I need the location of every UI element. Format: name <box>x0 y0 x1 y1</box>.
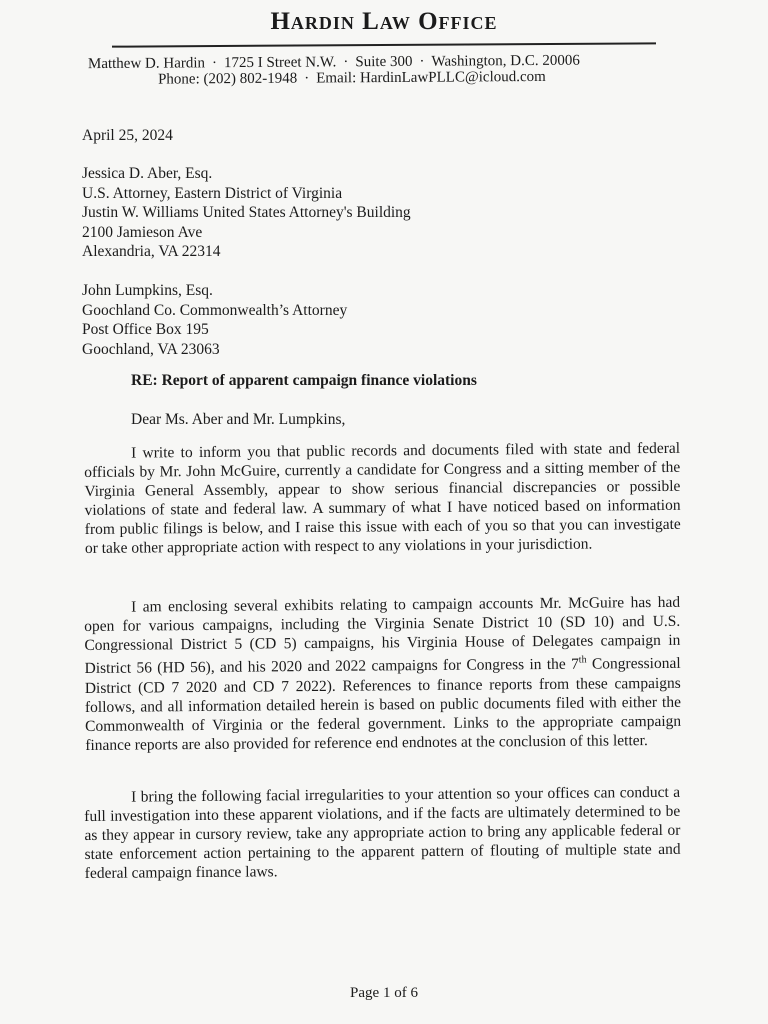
paragraph-text: I am enclosing several exhibits relating to campaign accounts Mr. McGuire has had open for various campaigns, including the Virginia Senate District 10 (SD 10) and U.S. Congressional District 5 (CD 5) campaigns, his Virginia House of Delegates campaign in District 56 (HD 56), and his 2020 and 2022 campaigns for Congress in the 7th Congressional District (CD 7 2020 and CD 7 2022). References to finance reports from these campaigns follows, and all information detailed herein is based on public documents filed with either the Commonwealth of Virginia or the federal government. Links to the appropriate campaign finance reports are also provided for reference end endnotes at the conclusion of this letter. <box>84 593 682 754</box>
address-line: John Lumpkins, Esq. <box>82 282 213 299</box>
phone: Phone: (202) 802-1948 <box>158 70 298 88</box>
street-address: 1725 I Street N.W. <box>223 54 337 72</box>
address-line: Goochland, VA 23063 <box>82 340 220 358</box>
body-paragraph <box>84 593 681 755</box>
letterhead-title: Hardin Law Office <box>270 8 498 35</box>
salutation: Dear Ms. Aber and Mr. Lumpkins, <box>131 411 346 428</box>
recipient-address-2 <box>82 281 347 359</box>
address-line: U.S. Attorney, Eastern District of Virginia <box>82 184 343 202</box>
recipient-address-1 <box>82 164 411 262</box>
address-line: Alexandria, VA 22314 <box>82 243 221 260</box>
attorney-name: Matthew D. Hardin <box>87 55 206 73</box>
body-paragraph: I write to inform you that public records and documents filed with state and federal officials by Mr. John McGuire, currently a candidate for Congress and a sitting member of the Virginia General Assembly, appear to show serious financial discrepancies or possible violations of state and federal law. A summary of what I have noticed based on information from public filings is below, and I raise this issue with each of you so that you can investigate or take other appropriate action with respect to any violations in your jurisdiction. <box>84 439 681 558</box>
address-line: Goochland Co. Commonwealth’s Attorney <box>82 301 348 319</box>
letterhead-contact <box>88 52 688 88</box>
suite: Suite 300 <box>355 53 413 71</box>
email: Email: HardinLawPLLC@icloud.com <box>316 68 546 87</box>
page-number: Page 1 of 6 <box>350 985 418 1001</box>
contact-line-2 <box>158 68 688 88</box>
separator-dot: · <box>304 70 310 87</box>
address-line: 2100 Jamieson Ave <box>82 223 203 241</box>
separator-dot: · <box>211 55 218 72</box>
letterhead-rule <box>112 42 656 47</box>
ordinal-suffix: th <box>578 654 587 666</box>
address-line: Justin W. Williams United States Attorney's Building <box>82 204 411 221</box>
separator-dot: · <box>343 54 349 71</box>
letter-date: April 25, 2024 <box>82 127 173 144</box>
separator-dot: · <box>419 53 425 70</box>
body-paragraph: I bring the following facial irregularities to your attention so your offices can conduct a full investigation into these apparent violations, and if the facts are ultimately determined to be as they appear in cursory review, take any appropriate action to bring any applicable federal or state enforcement action pertaining to the apparent pattern of flouting of multiple state and federal campaign finance laws. <box>84 783 681 883</box>
re-line: RE: Report of apparent campaign finance violations <box>131 372 477 389</box>
address-line: Jessica D. Aber, Esq. <box>82 165 213 182</box>
address-line: Post Office Box 195 <box>82 321 209 338</box>
city-state-zip: Washington, D.C. 20006 <box>431 52 580 70</box>
